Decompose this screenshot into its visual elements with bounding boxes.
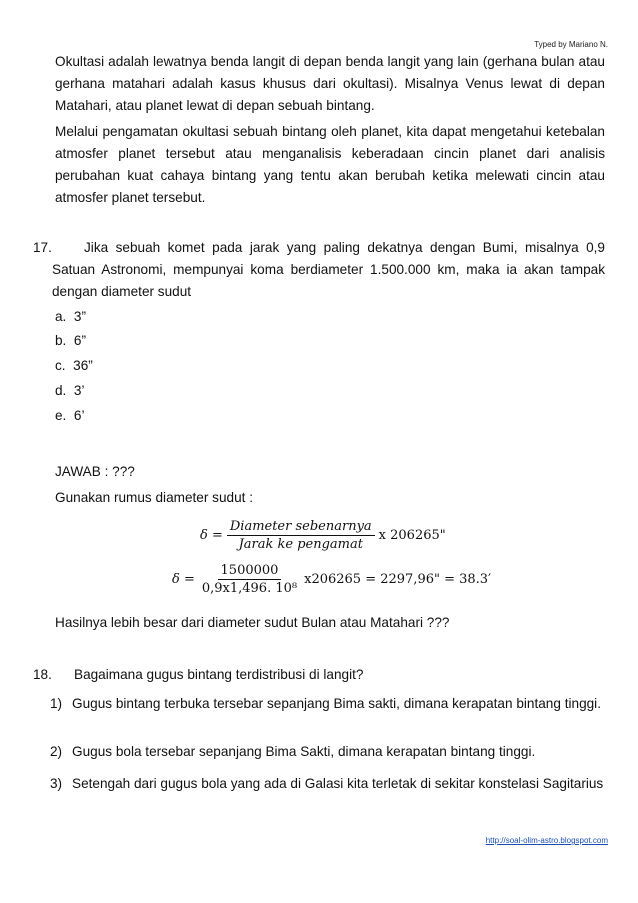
list-item-text: Gugus bola tersebar sepanjang Bima Sakti, dimana kerapatan bintang tinggi. [72, 744, 536, 759]
option-c [55, 355, 93, 377]
calc-fraction [199, 563, 300, 596]
list-item-text: Gugus bintang terbuka tersebar sepanjang Bima sakti, dimana kerapatan bintang tinggi. [72, 696, 601, 711]
formula-denominator: Jarak ke pengamat [238, 537, 363, 552]
list-item [50, 773, 605, 795]
option-a [55, 306, 86, 328]
option-d-letter: d. [55, 383, 67, 398]
typed-by-header: Typed by Mariano N. [534, 40, 608, 49]
option-e [55, 405, 85, 427]
angular-diameter-calculation [172, 563, 491, 596]
formula-fraction [227, 519, 375, 552]
option-d-text: 3’ [73, 383, 85, 398]
question-18-number: 18. [33, 667, 52, 682]
conclusion-text: Hasilnya lebih besar dari diameter sudut Bulan atau Matahari ??? [55, 615, 450, 630]
option-e-letter: e. [55, 408, 67, 423]
formula-lhs: δ = [200, 528, 223, 543]
list-item-number: 3) [50, 776, 63, 791]
calc-lhs: δ = [172, 572, 195, 587]
option-b-letter: b. [55, 333, 67, 348]
option-a-letter: a. [55, 309, 67, 324]
angular-diameter-formula [200, 519, 446, 552]
question-18-text: Bagaimana gugus bintang terdistribusi di langit? [74, 667, 364, 682]
option-d [55, 380, 85, 402]
list-item-number: 2) [50, 744, 63, 759]
option-e-text: 6’ [73, 408, 85, 423]
formula-rhs: x 206265" [378, 528, 446, 543]
intro-paragraph-1: Okultasi adalah lewatnya benda langit di depan benda langit yang lain (gerhana bulan atau gerhana matahari adalah kasus khusus dari okultasi). Misalnya Venus lewat di depan Matahari, atau planet lewat di depan sebuah bintang. [55, 54, 605, 113]
calc-rhs: x206265 = 2297,96" = 38.3′ [304, 572, 492, 587]
intro-paragraph-2: Melalui pengamatan okultasi sebuah bintang oleh planet, kita dapat mengetahui ketebalan atmosfer planet tersebut atau menganalisis keberadaan cincin planet dari analisis perubahan kuat cahaya bintang yang tentu akan berubah ketika melewati cincin atau atmosfer planet tersebut. [55, 124, 605, 205]
question-17-number: 17. [33, 240, 52, 255]
list-item [50, 693, 605, 715]
blog-url-link[interactable]: http://soal-olim-astro.blogspot.com [485, 836, 608, 845]
list-item-text: Setengah dari gugus bola yang ada di Galasi kita terletak di sekitar konstelasi Sagitarius [72, 776, 604, 791]
option-b [55, 330, 86, 352]
list-item-number: 1) [50, 696, 63, 711]
calc-numerator: 1500000 [218, 563, 282, 580]
option-a-text: 3” [73, 309, 86, 324]
answer-label: JAWAB : ??? [55, 464, 135, 479]
list-item [50, 741, 605, 763]
formula-intro: Gunakan rumus diameter sudut : [55, 490, 253, 505]
formula-numerator: Diameter sebenarnya [227, 519, 375, 536]
calc-denominator: 0,9x1,496. 10⁸ [201, 581, 298, 596]
question-17-text: Jika sebuah komet pada jarak yang paling dekatnya dengan Bumi, misalnya 0,9 Satuan Astronomi, mempunyai koma berdiameter 1.500.000 km, maka ia akan tampak dengan diameter sudut [52, 240, 605, 299]
option-b-text: 6” [73, 333, 86, 348]
option-c-text: 36” [73, 358, 93, 373]
option-c-letter: c. [55, 358, 66, 373]
